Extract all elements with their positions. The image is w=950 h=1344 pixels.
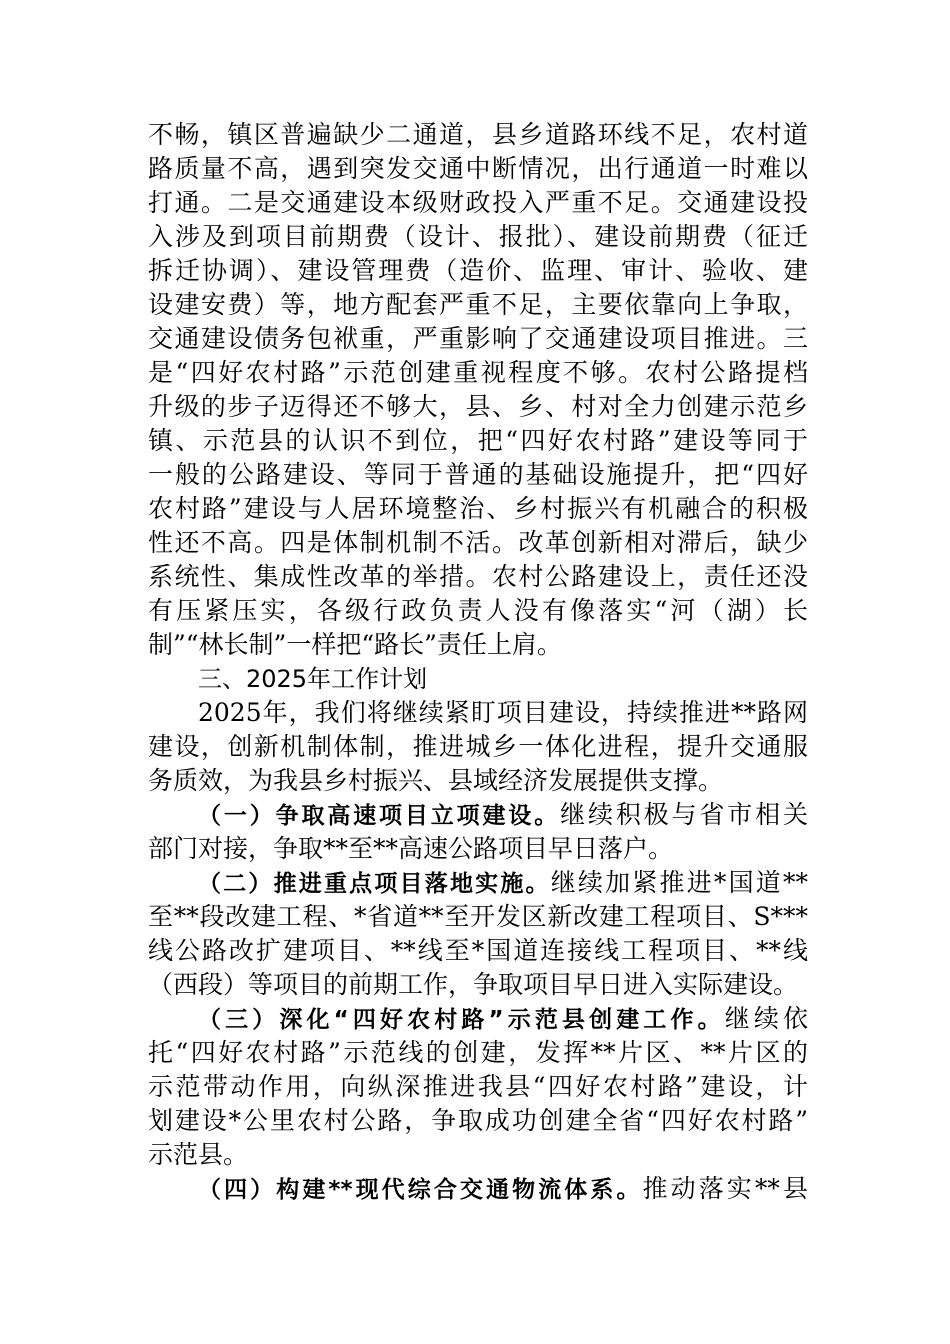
text-line: 设建安费）等，地方配套严重不足，主要依靠向上争取， [148,290,808,319]
text-line: 打通。二是交通建设本级财政投入严重不足。交通建设投 [148,188,808,217]
item-text: 继续依 [724,1004,808,1033]
text-line: 建设，创新机制体制，推进城乡一体化进程，提升交通服 [148,732,808,761]
text-line: 线公路改扩建项目、**线至*国道连接线工程项目、**线 [148,936,808,965]
text-line: 不畅，镇区普遍缺少二通道，县乡道路环线不足，农村道 [148,120,808,149]
plan-item-1 [148,798,808,866]
text-line: 升级的步子迈得还不够大，县、乡、村对全力创建示范乡 [148,392,808,421]
text-line: 路质量不高，遇到突发交通中断情况，出行通道一时难以 [148,154,808,183]
text-line: 交通建设债务包袱重，严重影响了交通建设项目推进。三 [148,324,808,353]
text-line: 2025年，我们将继续紧盯项目建设，持续推进**路网 [198,698,808,727]
text-line: 务质效，为我县乡村振兴、县域经济发展提供支撑。 [148,766,724,795]
continuation-paragraph [148,118,808,662]
item-heading: （三）深化“四好农村路”示范县创建工作。 [198,1007,725,1033]
text-line: 托“四好农村路”示范线的创建，发挥**片区、**片区的 [148,1038,808,1067]
text-line: 示范县。 [148,1140,249,1169]
section-heading: 三、2025年工作计划 [198,665,428,693]
text-line: 有压紧压实，各级行政负责人没有像落实“河（湖）长 [148,596,808,625]
text-line: 性还不高。四是体制机制不活。改革创新相对滞后，缺少 [148,528,808,557]
text-line: 镇、示范县的认识不到位，把“四好农村路”建设等同于 [148,426,808,455]
text-line [148,866,808,900]
text-line: 示范带动作用，向纵深推进我县“四好农村路”建设，计 [148,1072,808,1101]
text-line: （西段）等项目的前期工作，争取项目早日进入实际建设。 [148,970,799,999]
text-line: 拆迁协调）、建设管理费（造价、监理、审计、验收、建 [148,256,808,285]
text-line [148,1002,808,1036]
text-line: 制”“林长制”一样把“路长”责任上肩。 [148,630,562,659]
text-line: 划建设*公里农村公路，争取成功创建全省“四好农村路” [148,1106,808,1135]
document-page [148,118,808,1206]
item-text: 继续加紧推进*国道** [550,868,808,897]
text-line: 一般的公路建设、等同于普通的基础设施提升，把“四好 [148,460,808,489]
text-line: 系统性、集成性改革的举措。农村公路建设上，责任还没 [148,562,808,591]
item-heading: （二）推进重点项目落地实施。 [198,871,551,897]
item-text: 继续积极与省市相关 [560,800,808,829]
text-line: 是“四好农村路”示范创建重视程度不够。农村公路提档 [148,358,808,387]
item-heading: （一）争取高速项目立项建设。 [198,803,561,829]
text-line [148,798,808,832]
item-heading: （四）构建**现代综合交通物流体系。 [198,1177,643,1203]
text-line: 入涉及到项目前期费（设计、报批）、建设前期费（征迁 [148,222,808,251]
intro-paragraph [148,696,808,798]
text-line: 农村路”建设与人居环境整治、乡村振兴有机融合的积极 [148,494,808,523]
plan-item-3 [148,1002,808,1172]
plan-item-4 [148,1172,808,1206]
text-line [148,1172,808,1206]
text-line: 至**段改建工程、*省道**至开发区新改建工程项目、S*** [148,902,808,931]
item-text: 推动落实**县 [642,1174,808,1203]
text-line: 部门对接，争取**至**高速公路项目早日落户。 [148,834,674,863]
plan-item-2 [148,866,808,1002]
